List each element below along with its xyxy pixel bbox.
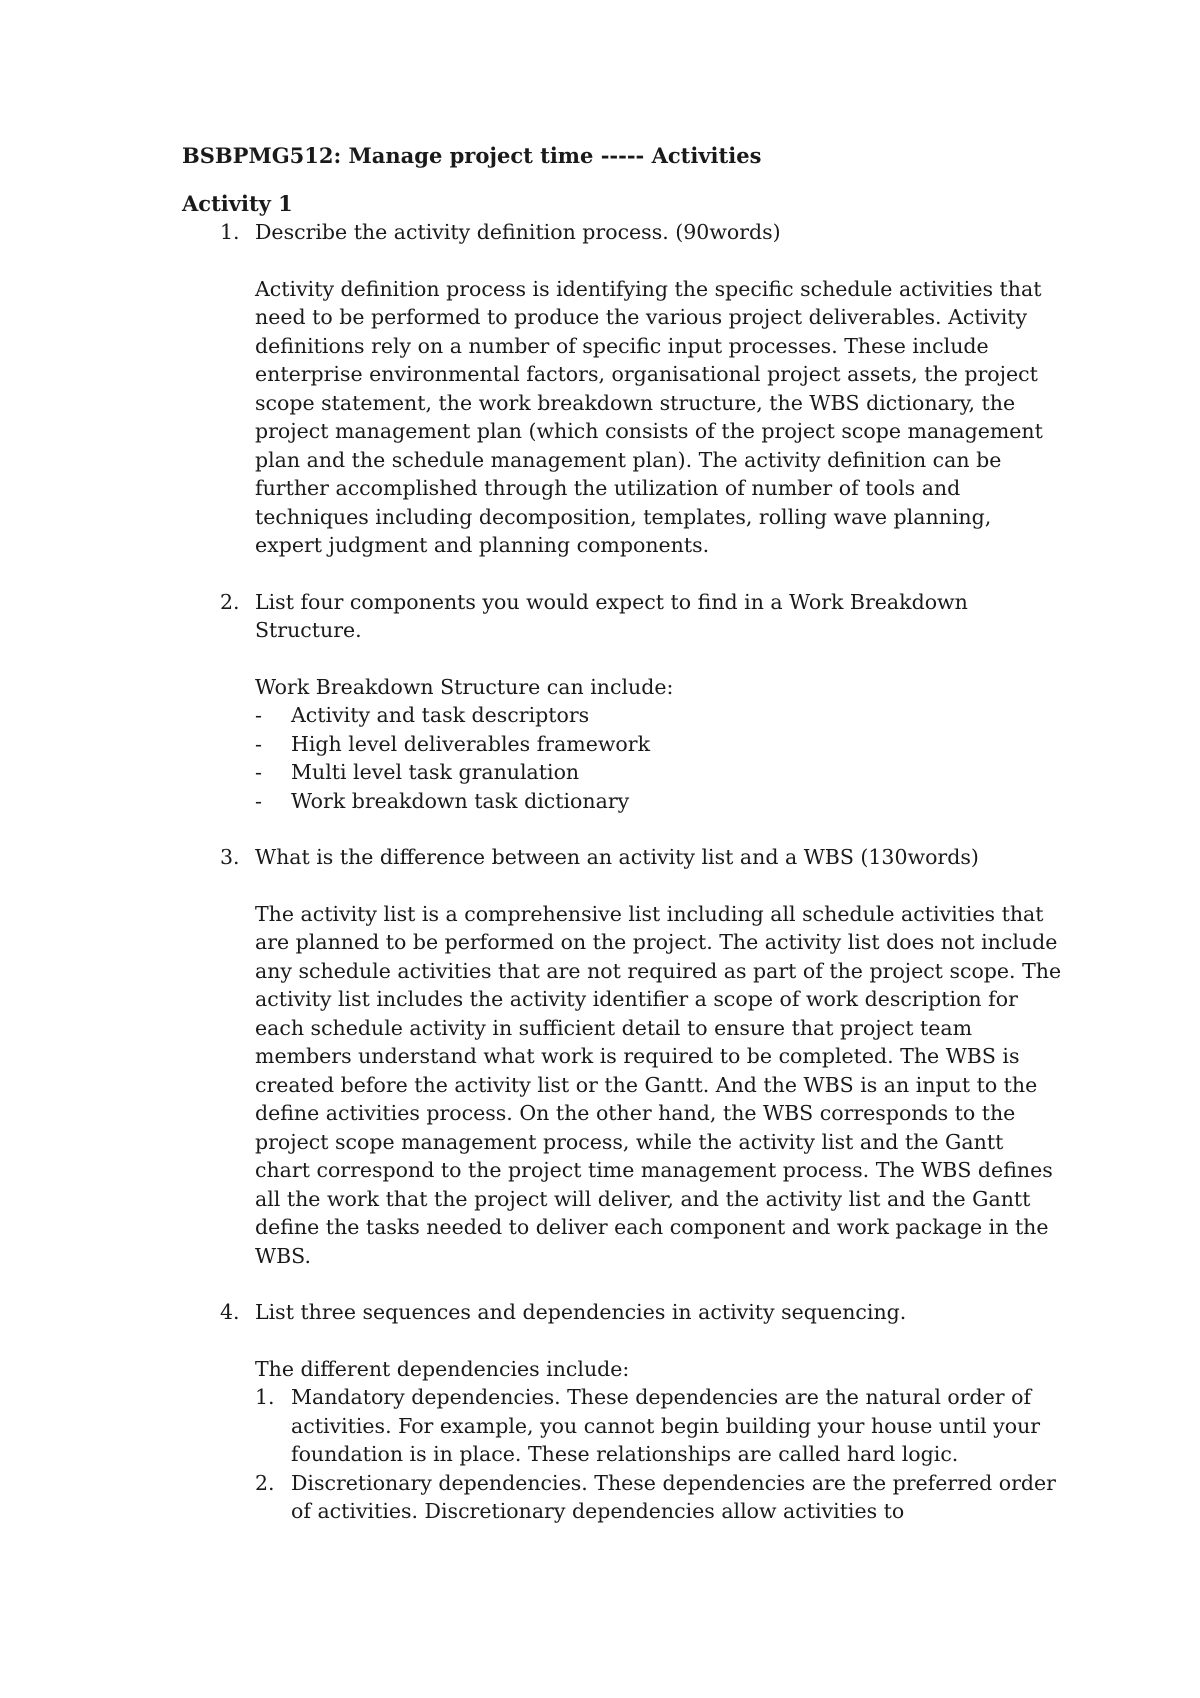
question-number: 3. (220, 845, 240, 869)
question-text: List four components you would expect to find in a Work Breakdown Structure. (255, 589, 968, 642)
answer-paragraph: Activity definition process is identifying the specific schedule activities that need to be performed to produce the various project deliverables. Activity definitions rely on a number of specific input processes. These include enterprise environmental factors, organisational project assets, the project scope statement, the work breakdown structure, the WBS dictionary, the project management plan (which consists of the project scope management plan and the schedule management plan). The activity definition can be further accomplished through the utilization of number of tools and techniques including decomposition, templates, rolling wave planning, expert judgment and planning components. (255, 276, 1043, 557)
answer-intro: The different dependencies include: (255, 1356, 630, 1381)
spacer (182, 1270, 1062, 1298)
list-item (255, 1383, 1062, 1469)
dependencies-list (255, 1383, 1062, 1526)
list-item-text: Discretionary dependencies. These dependencies are the preferred order of activities. Discretionary dependencies allow activities to (291, 1470, 1056, 1523)
question-number: 4. (220, 1300, 240, 1324)
answer-intro: Work Breakdown Structure can include: (255, 674, 674, 699)
answer-4 (255, 1355, 1062, 1526)
activity-heading: Activity 1 (182, 191, 293, 216)
document-title: BSBPMG512: Manage project time ----- Activities (182, 143, 762, 168)
list-item: - Multi level task granulation (255, 758, 1062, 787)
answer-2 (255, 673, 1062, 816)
list-item: - Activity and task descriptors (255, 701, 1062, 730)
answer-1 (255, 275, 1062, 560)
list-item: - High level deliverables framework (255, 730, 1062, 759)
question-text: List three sequences and dependencies in activity sequencing. (255, 1300, 907, 1324)
question-4 (182, 1298, 1062, 1526)
list-item-number: 2. (255, 1470, 275, 1495)
wbs-components-list (255, 701, 1062, 815)
answer-3 (255, 900, 1062, 1271)
dash-bullet: - (255, 703, 262, 727)
dash-bullet: - (255, 760, 262, 784)
question-2 (182, 588, 1062, 816)
list-item: - Work breakdown task dictionary (255, 787, 1062, 816)
list-item-number: 1. (255, 1385, 275, 1409)
dash-bullet: - (255, 788, 262, 813)
list-item-text: Mandatory dependencies. These dependencies are the natural order of activities. For example, you cannot begin building your house until your foundation is in place. These relationships are called hard logic. (291, 1385, 1041, 1466)
spacer (182, 815, 1062, 843)
question-text: What is the difference between an activity list and a WBS (130words) (255, 845, 979, 869)
dash-bullet: - (255, 731, 262, 756)
question-number: 1. (220, 220, 240, 244)
question-1 (182, 218, 1062, 560)
list-item (255, 1469, 1062, 1526)
question-3 (182, 843, 1062, 1270)
question-text: Describe the activity definition process. (90words) (255, 220, 781, 244)
answer-paragraph: The activity list is a comprehensive list including all schedule activities that are planned to be performed on the project. The activity list does not include any schedule activities that are not required as part of the project scope. The activity list includes the activity identifier a scope of work description for each schedule activity in sufficient detail to ensure that project team members understand what work is required to be completed. The WBS is created before the activity list or the Gantt. And the WBS is an input to the define activities process. On the other hand, the WBS corresponds to the project scope management process, while the activity list and the Gantt chart correspond to the project time management process. The WBS defines all the work that the project will deliver, and the activity list and the Gantt define the tasks needed to deliver each component and work package in the WBS. (255, 901, 1062, 1268)
question-number: 2. (220, 589, 240, 614)
spacer (182, 560, 1062, 588)
document-page (182, 142, 1062, 1526)
